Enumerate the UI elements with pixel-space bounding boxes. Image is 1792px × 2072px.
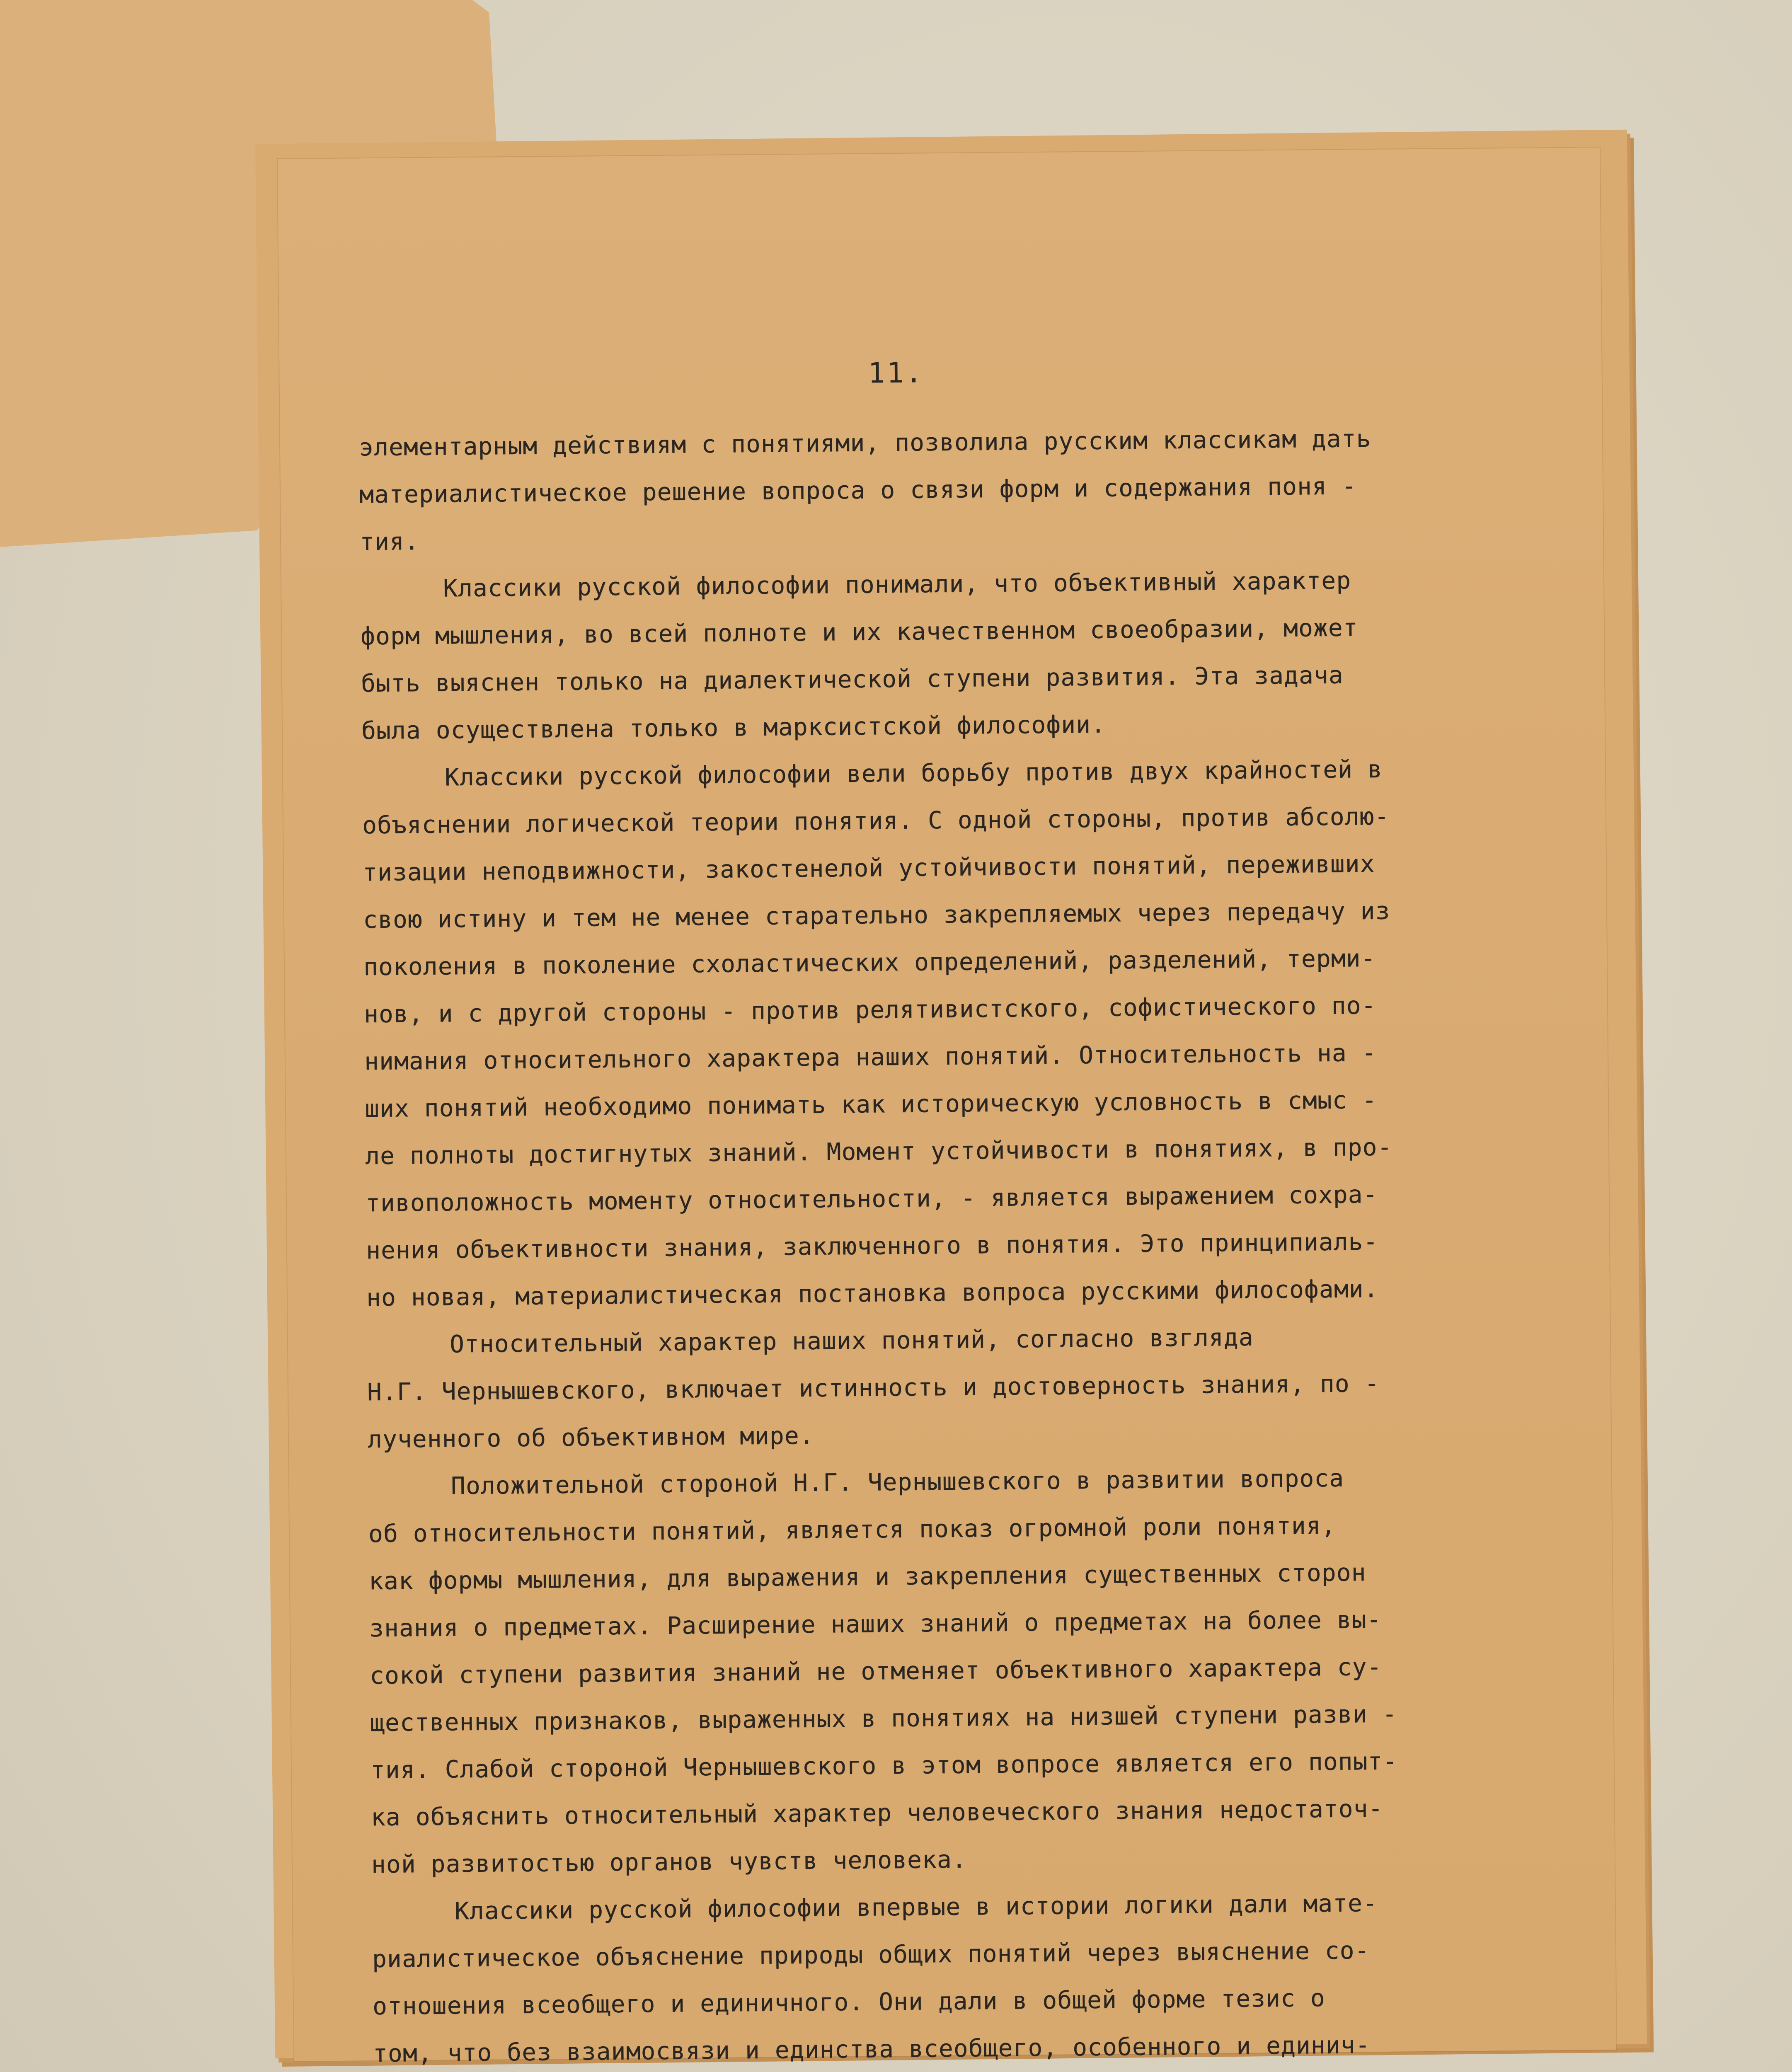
text-line: нения объективности знания, заключенного в понятия. Это принципиаль- xyxy=(366,1227,1378,1265)
text-line: как формы мышления, для выражения и закрепления существенных сторон xyxy=(368,1558,1366,1595)
text-line: знания о предметах. Расширение наших знаний о предметах на более вы- xyxy=(369,1605,1382,1643)
text-line: риалистическое объяснение природы общих понятий через выяснение со- xyxy=(372,1936,1370,1973)
text-line: щественных признаков, выраженных в понятиях на низшей ступени разви - xyxy=(370,1699,1397,1737)
text-line: поколения в поколение схоластических определений, разделений, терми- xyxy=(363,944,1376,981)
typed-page xyxy=(278,148,1616,2068)
text-line: Классики русской философии понимали, что объективный характер xyxy=(443,566,1351,603)
page-number: 11. xyxy=(868,356,924,390)
text-line: форм мышления, во всей полноте и их качественном своеобразии, может xyxy=(360,613,1358,651)
bleed-through-text xyxy=(17,25,282,439)
text-line: том, что без взаимосвязи и единства всеобщего, особенного и единич- xyxy=(373,2031,1371,2068)
text-line: Относительный характер наших понятий, согласно взгляда xyxy=(449,1323,1254,1358)
text-line: тизации неподвижности, закостенелой устойчивости понятий, переживших xyxy=(362,849,1375,887)
text-line: свою истину и тем не менее старательно закрепляемых через передачу из xyxy=(363,896,1390,934)
text-line: объяснении логической теории понятия. С одной стороны, против абсолю- xyxy=(362,802,1390,840)
text-line: была осуществлена только в марксистской философии. xyxy=(361,710,1106,745)
text-line: нимания относительного характера наших понятий. Относительность на - xyxy=(364,1038,1377,1076)
body-text xyxy=(359,414,1543,2072)
text-line: Классики русской философии вели борьбу против двух крайностей в xyxy=(444,755,1383,792)
text-line: Н.Г. Чернышевского, включает истинность и достоверность знания, по - xyxy=(367,1369,1380,1406)
text-line: быть выяснен только на диалектической ступени развития. Эта задача xyxy=(361,661,1344,698)
text-line: об относительности понятий, является показ огромной роли понятия, xyxy=(368,1511,1336,1548)
text-line: отношения всеобщего и единичного. Они дали в общей форме тезис о xyxy=(372,1984,1325,2021)
text-line: элементарным действиям с понятиями, позволила русским классикам дать xyxy=(358,424,1371,462)
text-line: но новая, материалистическая постановка вопроса русскими философами. xyxy=(366,1274,1379,1312)
text-line: тия. xyxy=(359,527,420,556)
text-line: ших понятий необходимо понимать как историческую условность в смыс - xyxy=(364,1085,1377,1123)
text-line: лученного об объективном мире. xyxy=(367,1421,814,1454)
text-line: ка объяснить относительный характер человеческого знания недостаточ- xyxy=(371,1794,1383,1832)
text-line: сокой ступени развития знаний не отменяет объективного характера су- xyxy=(369,1652,1382,1690)
text-line: Положительной стороной Н.Г. Чернышевского в развитии вопроса xyxy=(450,1464,1344,1500)
text-line: ной развитостью органов чувств человека. xyxy=(371,1845,967,1879)
text-line: нов, и с другой стороны - против релятивистского, софистического по- xyxy=(363,991,1376,1029)
text-line: материалистическое решение вопроса о связи форм и содержания поня - xyxy=(359,472,1357,509)
text-line: тивоположность моменту относительности, - является выражением сохра- xyxy=(365,1180,1378,1218)
text-line: Классики русской философии впервые в истории логики дали мате- xyxy=(454,1889,1378,1925)
text-line: тия. Слабой стороной Чернышевского в этом вопросе является его попыт- xyxy=(370,1747,1398,1784)
text-line: ле полноты достигнутых знаний. Момент устойчивости в понятиях, в про- xyxy=(365,1133,1392,1170)
